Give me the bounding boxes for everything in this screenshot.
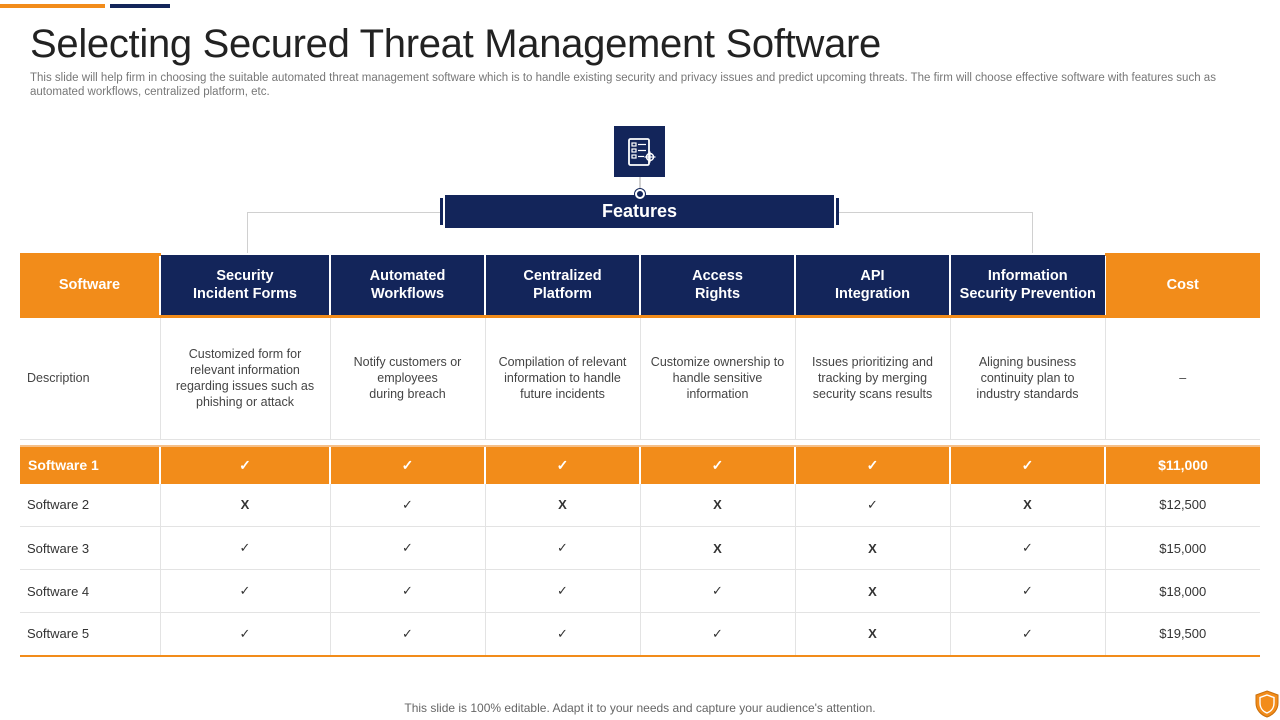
feature-mark: ✓: [950, 527, 1105, 570]
feature-mark: ✓: [795, 484, 950, 527]
feature-mark: X: [950, 484, 1105, 527]
feature-mark: ✓: [330, 613, 485, 656]
header-feature: Information Security Prevention: [950, 255, 1105, 315]
top-accent-navy: [110, 4, 170, 8]
feature-mark: ✓: [950, 570, 1105, 613]
software-cost: $19,500: [1105, 613, 1260, 656]
header-software: Software: [20, 255, 160, 315]
feature-mark: X: [640, 484, 795, 527]
description-cell: Compilation of relevant information to handle future incidents: [485, 318, 640, 440]
table-row-highlight: [20, 446, 1260, 484]
software-name: Software 3: [20, 527, 160, 570]
feature-mark: ✓: [485, 570, 640, 613]
features-dot: [635, 189, 645, 199]
feature-mark: ✓: [330, 527, 485, 570]
software-name: Software 2: [20, 484, 160, 527]
feature-mark: ✓: [485, 527, 640, 570]
page-subtitle: This slide will help firm in choosing the suitable automated threat management software which is to handle existing security and privacy issues and predict upcoming threats. The firm will choose effective software with features such as automated workflows, centralized platform, etc.: [30, 72, 1216, 98]
page-title: Selecting Secured Threat Management Software: [30, 22, 881, 66]
features-bar-cap-left: [440, 198, 443, 225]
feature-mark: X: [640, 527, 795, 570]
connector-right-v: [1032, 212, 1033, 253]
software-cost: $15,000: [1105, 527, 1260, 570]
description-cell: Issues prioritizing and tracking by merging security scans results: [795, 318, 950, 440]
feature-mark: ✓: [640, 446, 795, 484]
feature-mark: ✓: [795, 446, 950, 484]
software-cost: $18,000: [1105, 570, 1260, 613]
feature-mark: ✓: [640, 613, 795, 656]
comparison-table: [20, 253, 1260, 657]
feature-mark: ✓: [330, 570, 485, 613]
features-bar-cap-right: [836, 198, 839, 225]
header-feature: Security Incident Forms: [160, 255, 330, 315]
software-cost: $11,000: [1105, 446, 1260, 484]
header-feature: Automated Workflows: [330, 255, 485, 315]
connector-left-v: [247, 212, 248, 253]
feature-mark: ✓: [160, 446, 330, 484]
table-row: [20, 484, 1260, 527]
connector-right-h: [839, 212, 1032, 213]
top-accent-orange: [0, 4, 105, 8]
description-row: [20, 318, 1260, 440]
feature-mark: ✓: [160, 570, 330, 613]
header-feature: Centralized Platform: [485, 255, 640, 315]
feature-mark: X: [160, 484, 330, 527]
description-cell: Notify customers or employees during breach: [330, 318, 485, 440]
header-feature: Access Rights: [640, 255, 795, 315]
software-name: Software 1: [20, 446, 160, 484]
description-cost: –: [1105, 318, 1260, 440]
connector-left-h: [247, 212, 440, 213]
feature-mark: X: [485, 484, 640, 527]
feature-mark: X: [795, 527, 950, 570]
feature-mark: ✓: [950, 613, 1105, 656]
software-name: Software 5: [20, 613, 160, 656]
feature-mark: X: [795, 570, 950, 613]
feature-mark: X: [795, 613, 950, 656]
features-banner: Features: [445, 195, 834, 228]
feature-mark: ✓: [950, 446, 1105, 484]
description-label: Description: [20, 318, 160, 440]
software-cost: $12,500: [1105, 484, 1260, 527]
software-name: Software 4: [20, 570, 160, 613]
header-cost: Cost: [1105, 255, 1260, 315]
description-cell: Aligning business continuity plan to industry standards: [950, 318, 1105, 440]
feature-mark: ✓: [330, 446, 485, 484]
description-cell: Customized form for relevant information regarding issues such as phishing or attack: [160, 318, 330, 440]
table-row: [20, 570, 1260, 613]
feature-mark: ✓: [160, 527, 330, 570]
feature-mark: ✓: [160, 613, 330, 656]
feature-mark: ✓: [640, 570, 795, 613]
table-row: [20, 527, 1260, 570]
feature-mark: ✓: [485, 446, 640, 484]
footer-note: This slide is 100% editable. Adapt it to your needs and capture your audience's attention.: [404, 701, 876, 715]
table-row: [20, 613, 1260, 656]
feature-mark: ✓: [485, 613, 640, 656]
description-cell: Customize ownership to handle sensitive information: [640, 318, 795, 440]
checklist-icon: [614, 126, 665, 177]
feature-mark: ✓: [330, 484, 485, 527]
shield-icon: [1254, 690, 1280, 720]
header-feature: API Integration: [795, 255, 950, 315]
header-row: [20, 255, 1260, 315]
